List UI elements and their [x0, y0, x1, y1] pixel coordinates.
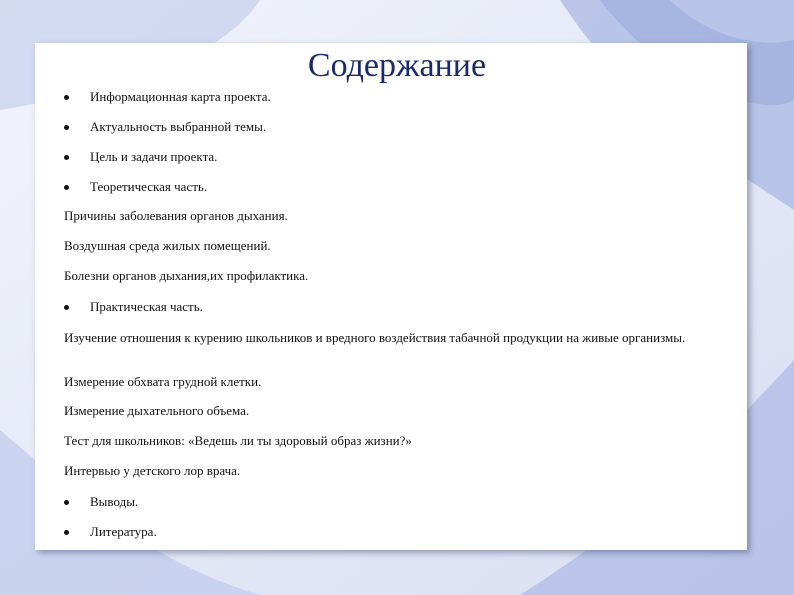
- bullet-icon: [64, 500, 69, 505]
- bullet-icon: [64, 305, 69, 310]
- list-item: Цель и задачи проекта.: [64, 149, 217, 165]
- bullet-icon: [64, 155, 69, 160]
- list-item: Измерение дыхательного объема.: [64, 403, 250, 418]
- bullet-icon: [64, 95, 69, 100]
- list-item: Практическая часть.: [64, 299, 203, 315]
- list-item: Изучение отношения к курению школьников и вредного воздействия табачной продукции на живые организмы.: [64, 330, 686, 345]
- list-item: Воздушная среда жилых помещений.: [64, 238, 271, 253]
- list-item: Интервью у детского лор врача.: [64, 463, 241, 478]
- bullet-icon: [64, 185, 69, 190]
- list-item: Актуальность выбранной темы.: [64, 119, 266, 135]
- slide-title: Содержание: [307, 47, 487, 84]
- bullet-icon: [64, 530, 69, 535]
- bullet-icon: [64, 125, 69, 130]
- list-item: Измерение обхвата грудной клетки.: [64, 374, 262, 389]
- list-item: Причины заболевания органов дыхания.: [64, 208, 288, 223]
- list-item: Литература.: [64, 524, 157, 540]
- list-item: Информационная карта проекта.: [64, 89, 271, 105]
- list-item: Теоретическая часть.: [64, 179, 207, 195]
- list-item: Выводы.: [64, 494, 138, 510]
- list-item: Тест для школьников: «Ведешь ли ты здоровый образ жизни?»: [64, 433, 412, 448]
- list-item: Болезни органов дыхания,их профилактика.: [64, 268, 309, 283]
